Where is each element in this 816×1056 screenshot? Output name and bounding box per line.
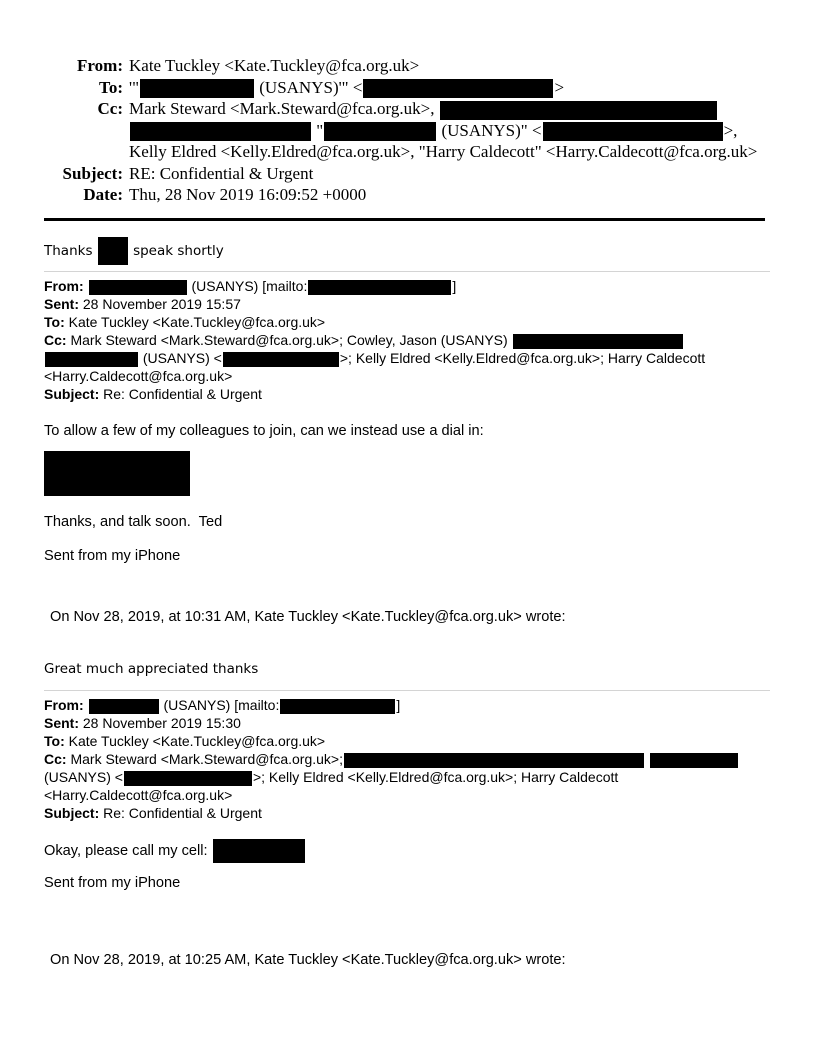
header-field-to — [44, 77, 770, 99]
quoted2-to-label: To: — [44, 732, 65, 749]
ted1-iphone-signature: Sent from my iPhone — [44, 547, 181, 564]
from-label: From: — [77, 56, 123, 75]
date-value: Thu, 28 Nov 2019 16:09:52 +0000 — [129, 185, 367, 205]
redaction-bar — [363, 79, 553, 98]
message-thanks-speak-shortly: Thanks speak shortly — [44, 236, 770, 266]
quoted1-from-value: (USANYS) [mailto: ] — [84, 278, 457, 294]
quoted1-subject-line — [44, 385, 770, 403]
quoted2-subject-label: Subject: — [44, 804, 100, 821]
quoted1-sent-value: 28 November 2019 15:57 — [79, 295, 241, 312]
quoted-email-2-header — [44, 696, 770, 822]
message-great-much-appreciated: Great much appreciated thanks — [44, 660, 259, 677]
quoted2-from-label: From: — [44, 696, 84, 713]
quoted1-from-label: From: — [44, 277, 84, 294]
redaction-bar — [44, 451, 190, 496]
quoted2-cc-value: Mark Steward <Mark.Steward@fca.org.uk>; (USANYS) < >; Kelly Eldred <Kelly.Eldred@fca.org.uk>; Harry Caldecott <Harry.Caldecott@fca.org.uk> — [44, 751, 739, 803]
date-label: Date: — [83, 185, 123, 205]
redaction-bar — [45, 352, 138, 367]
quoted-attribution-2: On Nov 28, 2019, at 10:25 AM, Kate Tuckley <Kate.Tuckley@fca.org.uk> wrote: — [50, 951, 566, 968]
quoted1-subject-value: Re: Confidential & Urgent — [99, 385, 262, 402]
quoted2-from-line — [44, 696, 770, 714]
quoted1-cc-label: Cc: — [44, 331, 67, 348]
quoted2-sent-label: Sent: — [44, 714, 79, 731]
quoted2-cc-label: Cc: — [44, 750, 67, 767]
redaction-bar — [140, 79, 254, 98]
redaction-bar — [213, 839, 305, 863]
subject-value: RE: Confidential & Urgent — [129, 163, 314, 183]
quoted2-sent-line — [44, 714, 770, 732]
quoted2-subject-line — [44, 804, 770, 822]
header-divider — [44, 218, 765, 221]
quoted-email-1-header — [44, 277, 770, 403]
redaction-bar — [89, 280, 187, 295]
header-field-from — [44, 55, 770, 77]
quoted1-sent-label: Sent: — [44, 295, 79, 312]
redaction-bar — [440, 101, 717, 120]
quoted-attribution-1: On Nov 28, 2019, at 10:31 AM, Kate Tuckley <Kate.Tuckley@fca.org.uk> wrote: — [50, 608, 566, 625]
ted2-cell-line: Okay, please call my cell: — [44, 838, 770, 864]
redaction-bar — [543, 122, 723, 141]
redaction-bar — [513, 334, 683, 349]
ted2-iphone-signature: Sent from my iPhone — [44, 874, 181, 891]
from-value: Kate Tuckley <Kate.Tuckley@fca.org.uk> — [129, 56, 420, 75]
dialin-redaction-block — [44, 451, 770, 496]
to-label: To: — [99, 77, 123, 97]
ted1-intro-line: To allow a few of my colleagues to join, can we instead use a dial in: — [44, 422, 484, 439]
redaction-bar — [650, 753, 738, 768]
quoted-divider-2 — [44, 690, 770, 691]
quoted2-sent-value: 28 November 2019 15:30 — [79, 714, 241, 731]
header-field-date — [44, 184, 770, 206]
cc-value: Mark Steward <Mark.Steward@fca.org.uk>, " (USANYS)" < >, Kelly Eldred <Kelly.Eldred@fca.org.uk>, "Harry Caldecott" <Harry.Caldecott@fca.org.uk> — [129, 99, 758, 162]
quoted2-subject-value: Re: Confidential & Urgent — [99, 804, 262, 821]
quoted1-to-line — [44, 313, 770, 331]
quoted1-subject-label: Subject: — [44, 385, 100, 402]
redaction-bar — [89, 699, 159, 714]
redaction-bar — [280, 699, 395, 714]
redaction-bar — [308, 280, 451, 295]
quoted2-from-value: (USANYS) [mailto: ] — [84, 697, 401, 713]
quoted2-cc-line — [44, 750, 770, 804]
redaction-bar — [324, 122, 436, 141]
email-header — [44, 55, 770, 206]
redaction-bar — [223, 352, 339, 367]
quoted1-to-label: To: — [44, 313, 65, 330]
quoted2-to-value: Kate Tuckley <Kate.Tuckley@fca.org.uk> — [64, 732, 326, 749]
quoted1-cc-line — [44, 331, 770, 385]
quoted2-to-line — [44, 732, 770, 750]
redaction-bar — [344, 753, 644, 768]
subject-label: Subject: — [62, 163, 123, 183]
quoted1-sent-line — [44, 295, 770, 313]
quoted1-to-value: Kate Tuckley <Kate.Tuckley@fca.org.uk> — [64, 313, 326, 330]
redaction-bar — [130, 122, 311, 141]
to-value: '" (USANYS)'" < > — [129, 77, 565, 97]
ted1-closing-line: Thanks, and talk soon. Ted — [44, 513, 223, 530]
quoted1-from-line — [44, 277, 770, 295]
cc-label: Cc: — [97, 99, 123, 119]
redaction-bar — [98, 237, 128, 265]
redaction-bar — [124, 771, 252, 786]
header-field-cc — [44, 98, 770, 163]
header-field-subject — [44, 163, 770, 185]
quoted-divider-1 — [44, 271, 770, 272]
quoted1-cc-value: Mark Steward <Mark.Steward@fca.org.uk>; Cowley, Jason (USANYS) (USANYS) < >; Kelly Eldred <Kelly.Eldred@fca.org.uk>; Harry Caldecott <Harry.Caldecott@fca.org.uk> — [44, 331, 706, 384]
